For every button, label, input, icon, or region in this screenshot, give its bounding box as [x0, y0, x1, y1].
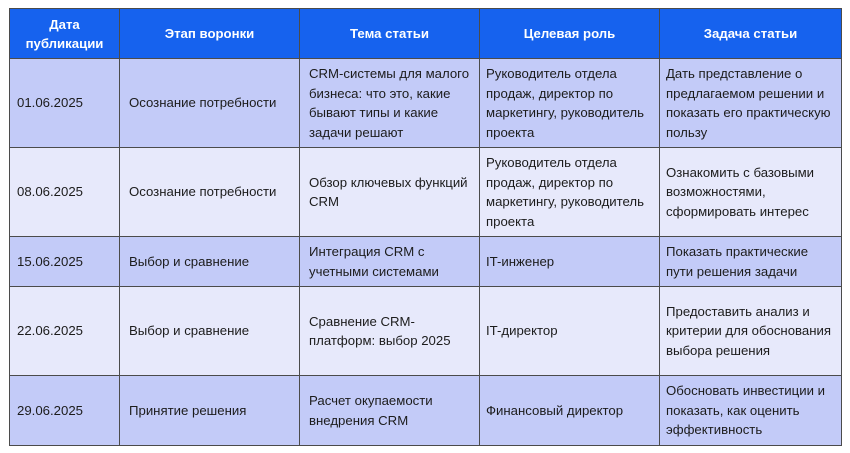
cell-stage: Осознание потребности [120, 59, 300, 148]
table-row [10, 287, 842, 376]
cell-stage: Выбор и сравнение [120, 287, 300, 376]
header-article-task: Задача статьи [660, 9, 842, 59]
table-row [10, 376, 842, 446]
cell-date: 08.06.2025 [10, 148, 120, 237]
cell-role: Финансовый директор [480, 376, 660, 446]
content-plan-table [9, 8, 842, 446]
cell-stage: Принятие решения [120, 376, 300, 446]
cell-topic: Обзор ключевых функций CRM [300, 148, 480, 237]
cell-role: IT-директор [480, 287, 660, 376]
table-row [10, 59, 842, 148]
table-row [10, 237, 842, 287]
cell-topic: CRM-системы для малого бизнеса: что это, какие бывают типы и какие задачи решают [300, 59, 480, 148]
content-plan-table-wrapper [9, 8, 842, 446]
cell-task: Показать практические пути решения задачи [660, 237, 842, 287]
cell-role: Руководитель отдела продаж, директор по маркетингу, руководитель проекта [480, 59, 660, 148]
cell-stage: Выбор и сравнение [120, 237, 300, 287]
cell-task: Дать представление о предлагаемом решении и показать его практическую пользу [660, 59, 842, 148]
cell-date: 29.06.2025 [10, 376, 120, 446]
header-funnel-stage: Этап воронки [120, 9, 300, 59]
header-target-role: Целевая роль [480, 9, 660, 59]
cell-date: 01.06.2025 [10, 59, 120, 148]
cell-date: 15.06.2025 [10, 237, 120, 287]
header-publication-date: Дата публикации [10, 9, 120, 59]
cell-role: IT-инженер [480, 237, 660, 287]
table-row [10, 148, 842, 237]
cell-stage: Осознание потребности [120, 148, 300, 237]
cell-date: 22.06.2025 [10, 287, 120, 376]
cell-topic: Расчет окупаемости внедрения CRM [300, 376, 480, 446]
cell-task: Ознакомить с базовыми возможностями, сформировать интерес [660, 148, 842, 237]
cell-task: Предоставить анализ и критерии для обоснования выбора решения [660, 287, 842, 376]
cell-topic: Интеграция CRM с учетными системами [300, 237, 480, 287]
header-article-topic: Тема статьи [300, 9, 480, 59]
cell-task: Обосновать инвестиции и показать, как оценить эффективность [660, 376, 842, 446]
cell-role: Руководитель отдела продаж, директор по маркетингу, руководитель проекта [480, 148, 660, 237]
cell-topic: Сравнение CRM-платформ: выбор 2025 [300, 287, 480, 376]
table-header-row [10, 9, 842, 59]
